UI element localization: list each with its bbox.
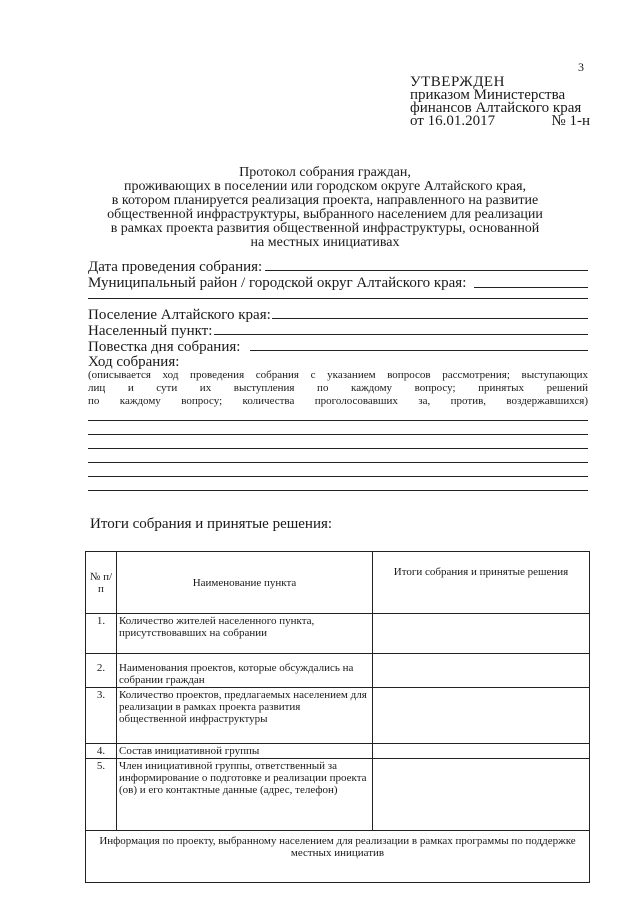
row-result-cell[interactable] [373,744,590,759]
agenda-label: Повестка дня собрания: [88,339,241,355]
row-result-cell[interactable] [373,654,590,688]
row-result-cell[interactable] [373,688,590,744]
protocol-title-line: в рамках проекта развития общественной инфраструктуры, основанной [110,221,540,236]
row-result-cell[interactable] [373,759,590,831]
approval-number: № 1-н [551,113,590,129]
row-num: 1. [86,614,117,654]
row-name: Состав инициативной группы [117,744,373,759]
row-num: 4. [86,744,117,759]
row-num: 3. [86,688,117,744]
approval-date-row [410,115,590,128]
district-line[interactable] [474,287,588,288]
course-note [88,369,588,408]
locality-label: Населенный пункт: [88,323,213,339]
meeting-date-line[interactable] [265,270,588,271]
table-row [86,654,590,688]
protocol-title-line: Протокол собрания граждан, [239,165,411,180]
row-num: 2. [86,654,117,688]
table-header [86,552,590,614]
course-line[interactable] [88,434,588,435]
row-num: 5. [86,759,117,831]
results-table [85,551,590,883]
locality-line[interactable] [214,334,588,335]
info-cell: Информация по проекту, выбранному населением для реализации в рамках программы по поддержке местных инициатив [86,831,590,883]
approval-date: от 16.01.2017 [410,113,496,129]
protocol-title-line: в котором планируется реализация проекта, направленного на развитие [111,193,539,208]
course-line[interactable] [88,476,588,477]
table-row [86,688,590,744]
course-note-line: лиц и сути их выступления по каждому вопросу; принятых решений [88,382,588,394]
table-row [86,744,590,759]
row-name: Наименования проектов, которые обсуждались на собрании граждан [117,654,373,688]
settlement-line[interactable] [272,318,588,319]
protocol-title-line: проживающих в поселении или городском округе Алтайского края, [123,179,527,194]
approval-line-2: финансов Алтайского края [410,100,582,116]
approval-title: УТВЕРЖДЕН [410,74,505,90]
page-number: 3 [578,60,584,74]
agenda-line[interactable] [250,350,588,351]
district-label: Муниципальный район / городской округ Алтайского края: [88,275,467,291]
meeting-date-label: Дата проведения собрания: [88,259,263,275]
row-name: Количество жителей населенного пункта, присутствовавших на собрании [117,614,373,654]
course-line[interactable] [88,448,588,449]
approval-line-1: приказом Министерства [410,87,566,103]
table-row [86,759,590,831]
protocol-title-line: на местных инициативах [250,235,400,250]
header-name: Наименование пункта [117,552,373,614]
results-title: Итоги собрания и принятые решения: [90,516,333,532]
row-name: Количество проектов, предлагаемых населением для реализации в рамках проекта развития общественной инфраструктуры [117,688,373,744]
course-note-line: по каждому вопросу; количества проголосовавших за, против, воздержавшихся) [88,395,588,407]
table-row [86,614,590,654]
protocol-title [90,166,560,250]
row-result-cell[interactable] [373,614,590,654]
approval-stamp [410,76,590,128]
course-line[interactable] [88,420,588,421]
table-info-row [86,831,590,883]
course-note-line: (описывается ход проведения собрания с указанием вопросов рассмотрения; выступающих [88,369,588,381]
course-line[interactable] [88,490,588,491]
course-line[interactable] [88,462,588,463]
district-line-2[interactable] [88,298,588,299]
protocol-title-line: общественной инфраструктуры, выбранного населением для реализации [107,207,543,222]
header-num: № п/п [86,552,117,614]
header-result: Итоги собрания и принятые решения [373,552,590,614]
course-label: Ход собрания: [88,354,180,370]
row-name: Член инициативной группы, ответственный за информирование о подготовке и реализации проекта (ов) и его контактные данные (адрес, телефон) [117,759,373,831]
settlement-label: Поселение Алтайского края: [88,307,271,323]
